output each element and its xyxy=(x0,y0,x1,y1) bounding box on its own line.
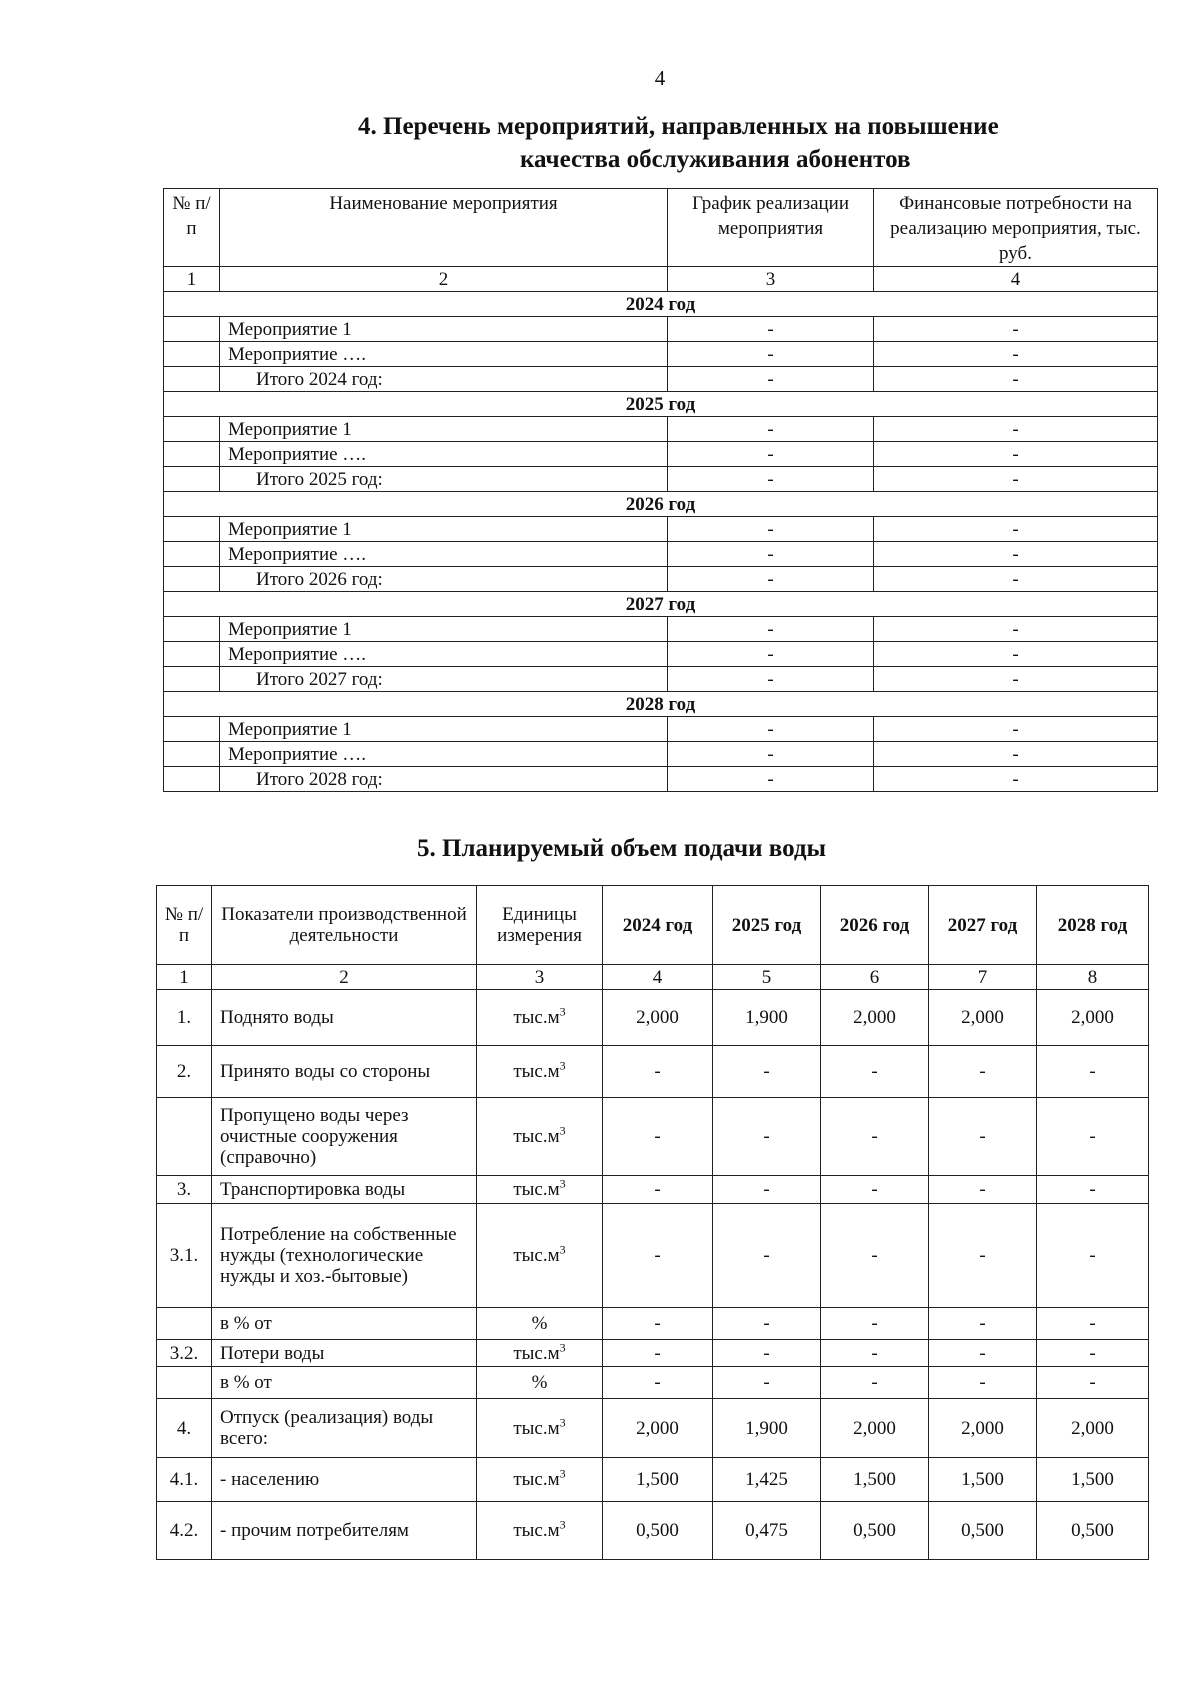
schedule-cell: - xyxy=(668,342,874,367)
schedule-cell: - xyxy=(668,642,874,667)
page-number: 4 xyxy=(654,66,666,90)
water-row xyxy=(157,1340,1149,1367)
indicator-label: Поднято воды xyxy=(212,990,477,1046)
row-num-cell xyxy=(164,367,220,392)
measure-name: Мероприятие 1 xyxy=(220,717,668,742)
value-cell: - xyxy=(929,1340,1037,1367)
finance-cell: - xyxy=(874,517,1158,542)
total-row xyxy=(164,467,1158,492)
row-number xyxy=(157,1367,212,1399)
water-row xyxy=(157,1098,1149,1176)
finance-cell: - xyxy=(874,717,1158,742)
value-cell: - xyxy=(929,1098,1037,1176)
header-finance: Финансовые потребности на реализацию мероприятия, тыс. руб. xyxy=(874,189,1158,267)
measure-name: Мероприятие 1 xyxy=(220,317,668,342)
year-row-2026 xyxy=(164,492,1158,517)
schedule-cell: - xyxy=(668,667,874,692)
col-number: 2 xyxy=(212,965,477,990)
value-cell: - xyxy=(713,1340,821,1367)
value-cell: - xyxy=(929,1046,1037,1098)
col-number: 1 xyxy=(164,267,220,292)
indicator-label: Транспортировка воды xyxy=(212,1176,477,1204)
unit-cell xyxy=(477,1098,603,1176)
unit-text: тыс.м xyxy=(513,1417,560,1439)
total-label: Итого 2026 год: xyxy=(220,567,668,592)
finance-cell: - xyxy=(874,467,1158,492)
year-label: 2024 год xyxy=(164,292,1158,317)
row-num-cell xyxy=(164,467,220,492)
unit-text: тыс.м xyxy=(513,1469,560,1490)
col-number: 4 xyxy=(603,965,713,990)
value-cell: - xyxy=(929,1367,1037,1399)
col-number: 7 xyxy=(929,965,1037,990)
water-row xyxy=(157,1399,1149,1458)
value-cell: - xyxy=(603,1098,713,1176)
schedule-cell: - xyxy=(668,567,874,592)
value-cell: - xyxy=(929,1308,1037,1340)
value-cell: - xyxy=(821,1367,929,1399)
value-cell: 0,500 xyxy=(603,1502,713,1560)
measure-name: Мероприятие …. xyxy=(220,342,668,367)
measure-name: Мероприятие 1 xyxy=(220,617,668,642)
value-cell: 0,500 xyxy=(821,1502,929,1560)
unit-exponent: 3 xyxy=(559,1517,566,1532)
column-number-row xyxy=(164,267,1158,292)
measure-name: Мероприятие …. xyxy=(220,642,668,667)
value-cell: - xyxy=(713,1176,821,1204)
col-number: 4 xyxy=(874,267,1158,292)
measure-name: Мероприятие …. xyxy=(220,542,668,567)
row-number: 4. xyxy=(157,1399,212,1458)
value-cell: - xyxy=(821,1308,929,1340)
value-cell: - xyxy=(603,1367,713,1399)
value-cell: 1,500 xyxy=(1037,1458,1149,1502)
measures-table xyxy=(163,188,1158,792)
value-cell: - xyxy=(713,1204,821,1308)
water-supply-table xyxy=(156,885,1149,1560)
unit-cell xyxy=(477,1046,603,1098)
finance-cell: - xyxy=(874,567,1158,592)
water-row xyxy=(157,1176,1149,1204)
schedule-cell: - xyxy=(668,542,874,567)
unit-text: тыс.м xyxy=(513,1126,560,1147)
value-cell: - xyxy=(929,1204,1037,1308)
row-num-cell xyxy=(164,567,220,592)
header-num: № п/п xyxy=(157,886,212,965)
row-number xyxy=(157,1098,212,1176)
value-cell: - xyxy=(603,1340,713,1367)
unit-exponent: 3 xyxy=(559,1242,566,1257)
value-cell: - xyxy=(821,1098,929,1176)
row-num-cell xyxy=(164,642,220,667)
total-row xyxy=(164,767,1158,792)
row-num-cell xyxy=(164,317,220,342)
water-row xyxy=(157,1204,1149,1308)
water-header-row xyxy=(157,886,1149,965)
value-cell: - xyxy=(1037,1176,1149,1204)
unit-cell xyxy=(477,1176,603,1204)
measure-row xyxy=(164,342,1158,367)
indicator-label: - прочим потребителям xyxy=(212,1502,477,1560)
header-measure-name: Наименование мероприятия xyxy=(220,189,668,267)
header-year: 2024 год xyxy=(603,886,713,965)
unit-cell: % xyxy=(477,1308,603,1340)
unit-exponent: 3 xyxy=(559,1176,566,1191)
unit-cell xyxy=(477,1399,603,1458)
unit-text: тыс.м xyxy=(513,1061,560,1082)
value-cell: - xyxy=(713,1308,821,1340)
indicator-label: в % от xyxy=(212,1367,477,1399)
value-cell: - xyxy=(1037,1098,1149,1176)
water-row xyxy=(157,1502,1149,1560)
value-cell: - xyxy=(821,1340,929,1367)
value-cell: - xyxy=(1037,1340,1149,1367)
row-number: 3.2. xyxy=(157,1340,212,1367)
unit-cell xyxy=(477,1204,603,1308)
finance-cell: - xyxy=(874,642,1158,667)
schedule-cell: - xyxy=(668,717,874,742)
header-indicator: Показатели производственной деятельности xyxy=(212,886,477,965)
row-number: 2. xyxy=(157,1046,212,1098)
value-cell: 2,000 xyxy=(929,990,1037,1046)
unit-cell xyxy=(477,990,603,1046)
year-label: 2028 год xyxy=(164,692,1158,717)
value-cell: 0,475 xyxy=(713,1502,821,1560)
unit-exponent: 3 xyxy=(559,1415,566,1430)
year-row-2027 xyxy=(164,592,1158,617)
value-cell: - xyxy=(603,1204,713,1308)
measure-name: Мероприятие …. xyxy=(220,742,668,767)
col-number: 2 xyxy=(220,267,668,292)
year-row-2028 xyxy=(164,692,1158,717)
finance-cell: - xyxy=(874,617,1158,642)
row-number: 4.2. xyxy=(157,1502,212,1560)
unit-cell xyxy=(477,1340,603,1367)
col-number: 3 xyxy=(477,965,603,990)
value-cell: 2,000 xyxy=(1037,1399,1149,1458)
row-num-cell xyxy=(164,742,220,767)
col-number: 1 xyxy=(157,965,212,990)
water-row xyxy=(157,1308,1149,1340)
measure-name: Мероприятие …. xyxy=(220,442,668,467)
year-label: 2026 год xyxy=(164,492,1158,517)
year-label: 2027 год xyxy=(164,592,1158,617)
row-num-cell xyxy=(164,417,220,442)
value-cell: - xyxy=(1037,1367,1149,1399)
value-cell: - xyxy=(1037,1046,1149,1098)
row-num-cell xyxy=(164,517,220,542)
finance-cell: - xyxy=(874,742,1158,767)
year-row-2025 xyxy=(164,392,1158,417)
finance-cell: - xyxy=(874,667,1158,692)
row-number: 1. xyxy=(157,990,212,1046)
header-year: 2025 год xyxy=(713,886,821,965)
value-cell: 0,500 xyxy=(1037,1502,1149,1560)
total-row xyxy=(164,667,1158,692)
finance-cell: - xyxy=(874,367,1158,392)
section4-title-line2: качества обслуживания абонентов xyxy=(520,146,911,173)
schedule-cell: - xyxy=(668,517,874,542)
finance-cell: - xyxy=(874,317,1158,342)
column-number-row xyxy=(157,965,1149,990)
indicator-label: Пропущено воды через очистные сооружения (справочно) xyxy=(212,1098,477,1176)
col-number: 5 xyxy=(713,965,821,990)
schedule-cell: - xyxy=(668,367,874,392)
finance-cell: - xyxy=(874,417,1158,442)
value-cell: - xyxy=(713,1098,821,1176)
section4-title-line1: 4. Перечень мероприятий, направленных на повышение xyxy=(358,113,999,140)
measure-row xyxy=(164,717,1158,742)
total-label: Итого 2025 год: xyxy=(220,467,668,492)
value-cell: 0,500 xyxy=(929,1502,1037,1560)
schedule-cell: - xyxy=(668,767,874,792)
section5-title: 5. Планируемый объем подачи воды xyxy=(417,835,827,862)
value-cell: 2,000 xyxy=(603,990,713,1046)
schedule-cell: - xyxy=(668,617,874,642)
finance-cell: - xyxy=(874,767,1158,792)
indicator-label: Отпуск (реализация) воды всего: xyxy=(212,1399,477,1458)
water-row xyxy=(157,990,1149,1046)
indicator-label: Потребление на собственные нужды (технологические нужды и хоз.-бытовые) xyxy=(212,1204,477,1308)
row-num-cell xyxy=(164,442,220,467)
header-schedule: График реализации мероприятия xyxy=(668,189,874,267)
measure-row xyxy=(164,742,1158,767)
unit-exponent: 3 xyxy=(559,1466,566,1481)
unit-cell xyxy=(477,1458,603,1502)
indicator-label: Принято воды со стороны xyxy=(212,1046,477,1098)
total-label: Итого 2028 год: xyxy=(220,767,668,792)
unit-exponent: 3 xyxy=(559,1123,566,1138)
unit-text: тыс.м xyxy=(513,1245,560,1266)
value-cell: - xyxy=(821,1204,929,1308)
header-year: 2027 год xyxy=(929,886,1037,965)
measure-row xyxy=(164,417,1158,442)
schedule-cell: - xyxy=(668,442,874,467)
header-num: № п/п xyxy=(164,189,220,267)
indicator-label: - населению xyxy=(212,1458,477,1502)
total-row xyxy=(164,567,1158,592)
water-row xyxy=(157,1367,1149,1399)
row-number: 3. xyxy=(157,1176,212,1204)
col-number: 3 xyxy=(668,267,874,292)
schedule-cell: - xyxy=(668,467,874,492)
measure-row xyxy=(164,317,1158,342)
unit-text: тыс.м xyxy=(513,1342,560,1364)
schedule-cell: - xyxy=(668,742,874,767)
water-row xyxy=(157,1458,1149,1502)
total-label: Итого 2027 год: xyxy=(220,667,668,692)
unit-text: тыс.м xyxy=(513,1179,560,1200)
measure-row xyxy=(164,517,1158,542)
measure-row xyxy=(164,617,1158,642)
value-cell: 2,000 xyxy=(821,990,929,1046)
row-num-cell xyxy=(164,667,220,692)
year-label: 2025 год xyxy=(164,392,1158,417)
value-cell: - xyxy=(713,1046,821,1098)
indicator-label: в % от xyxy=(212,1308,477,1340)
value-cell: - xyxy=(1037,1308,1149,1340)
value-cell: - xyxy=(603,1046,713,1098)
row-number: 3.1. xyxy=(157,1204,212,1308)
value-cell: 2,000 xyxy=(1037,990,1149,1046)
value-cell: 2,000 xyxy=(929,1399,1037,1458)
schedule-cell: - xyxy=(668,317,874,342)
value-cell: 1,425 xyxy=(713,1458,821,1502)
row-num-cell xyxy=(164,542,220,567)
value-cell: 2,000 xyxy=(603,1399,713,1458)
value-cell: 2,000 xyxy=(821,1399,929,1458)
value-cell: 1,900 xyxy=(713,1399,821,1458)
finance-cell: - xyxy=(874,342,1158,367)
col-number: 6 xyxy=(821,965,929,990)
row-number xyxy=(157,1308,212,1340)
unit-exponent: 3 xyxy=(559,1058,566,1073)
value-cell: 1,500 xyxy=(603,1458,713,1502)
measure-row xyxy=(164,442,1158,467)
unit-exponent: 3 xyxy=(559,1340,566,1355)
header-year: 2028 год xyxy=(1037,886,1149,965)
col-number: 8 xyxy=(1037,965,1149,990)
unit-cell: % xyxy=(477,1367,603,1399)
indicator-label: Потери воды xyxy=(212,1340,477,1367)
row-num-cell xyxy=(164,717,220,742)
unit-text: тыс.м xyxy=(513,1007,560,1028)
measure-row xyxy=(164,542,1158,567)
year-row-2024 xyxy=(164,292,1158,317)
value-cell: 1,900 xyxy=(713,990,821,1046)
value-cell: - xyxy=(821,1046,929,1098)
value-cell: - xyxy=(1037,1204,1149,1308)
unit-text: тыс.м xyxy=(513,1520,560,1541)
value-cell: - xyxy=(603,1308,713,1340)
measures-header-row xyxy=(164,189,1158,267)
header-year: 2026 год xyxy=(821,886,929,965)
value-cell: - xyxy=(821,1176,929,1204)
measure-name: Мероприятие 1 xyxy=(220,417,668,442)
value-cell: - xyxy=(713,1367,821,1399)
row-num-cell xyxy=(164,617,220,642)
unit-exponent: 3 xyxy=(559,1004,566,1019)
value-cell: - xyxy=(603,1176,713,1204)
value-cell: 1,500 xyxy=(821,1458,929,1502)
row-num-cell xyxy=(164,342,220,367)
finance-cell: - xyxy=(874,542,1158,567)
total-row xyxy=(164,367,1158,392)
total-label: Итого 2024 год: xyxy=(220,367,668,392)
measure-name: Мероприятие 1 xyxy=(220,517,668,542)
unit-cell xyxy=(477,1502,603,1560)
value-cell: - xyxy=(929,1176,1037,1204)
measure-row xyxy=(164,642,1158,667)
header-unit: Единицы измерения xyxy=(477,886,603,965)
water-row xyxy=(157,1046,1149,1098)
schedule-cell: - xyxy=(668,417,874,442)
row-num-cell xyxy=(164,767,220,792)
finance-cell: - xyxy=(874,442,1158,467)
value-cell: 1,500 xyxy=(929,1458,1037,1502)
row-number: 4.1. xyxy=(157,1458,212,1502)
